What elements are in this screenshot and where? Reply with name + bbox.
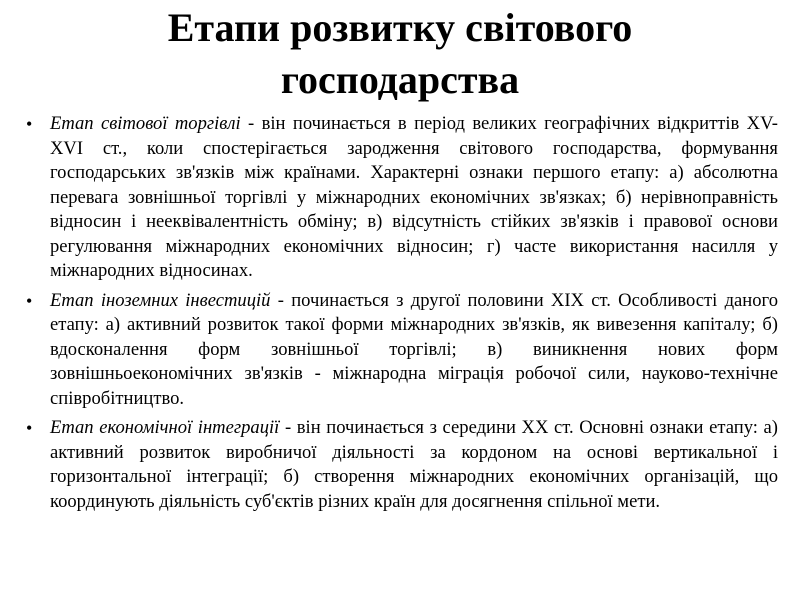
- slide-title: [0, 2, 800, 106]
- list-item-world-trade-stage: [22, 112, 778, 284]
- stage-description: - він починається з середини XX ст. Основні ознаки етапу: а) активний розвиток виробничої діяльності за кордоном на основі вертикальної і горизонтальної інтеграції; б) створення міжнародних економічних організацій, що координують діяльність суб'єктів різних країн для досягнення спільної мети.: [50, 417, 778, 512]
- stages-list: [22, 112, 778, 519]
- stage-description: - він починається в період великих географічних відкриттів XV-XVI ст., коли спостерігається зародження світового господарства, формування господарських зв'язків між країнами. Характерні ознаки першого етапу: а) абсолютна перевага зовнішньої торгівлі у міжнародних економічних зв'язках; б) нерівноправність відносин і нееквівалентність обміну; в) відсутність стійких зв'язків і правової основи регулювання міжнародних економічних відносин; г) часте використання насилля у міжнародних відносинах.: [50, 113, 778, 281]
- slide-title-line-1: Етапи розвитку світового: [167, 5, 633, 50]
- bullet-icon: •: [26, 418, 33, 438]
- bullet-icon: •: [26, 114, 33, 134]
- bullet-icon: •: [26, 290, 33, 311]
- slide-title-line-2: господарства: [280, 57, 520, 102]
- list-item-economic-integration-stage: [22, 416, 778, 514]
- stage-description: - починається з другої половини XIX ст. Особливості даного етапу: а) активний розвиток такої форми міжнародних зв'язків, як вивезення капіталу; б) вдосконалення форм зовнішньої торгівлі; в) виникнення нових форм зовнішньоекономічних зв'язків - міжнародна міграція робочої сили, науково-технічне співробітництво.: [50, 289, 778, 409]
- stage-term: Етап світової торгівлі: [50, 113, 241, 134]
- list-item-foreign-investment-stage: [22, 289, 778, 412]
- stage-term: Етап економічної інтеграції: [50, 417, 280, 438]
- stage-term: Етап іноземних інвестицій: [50, 289, 271, 311]
